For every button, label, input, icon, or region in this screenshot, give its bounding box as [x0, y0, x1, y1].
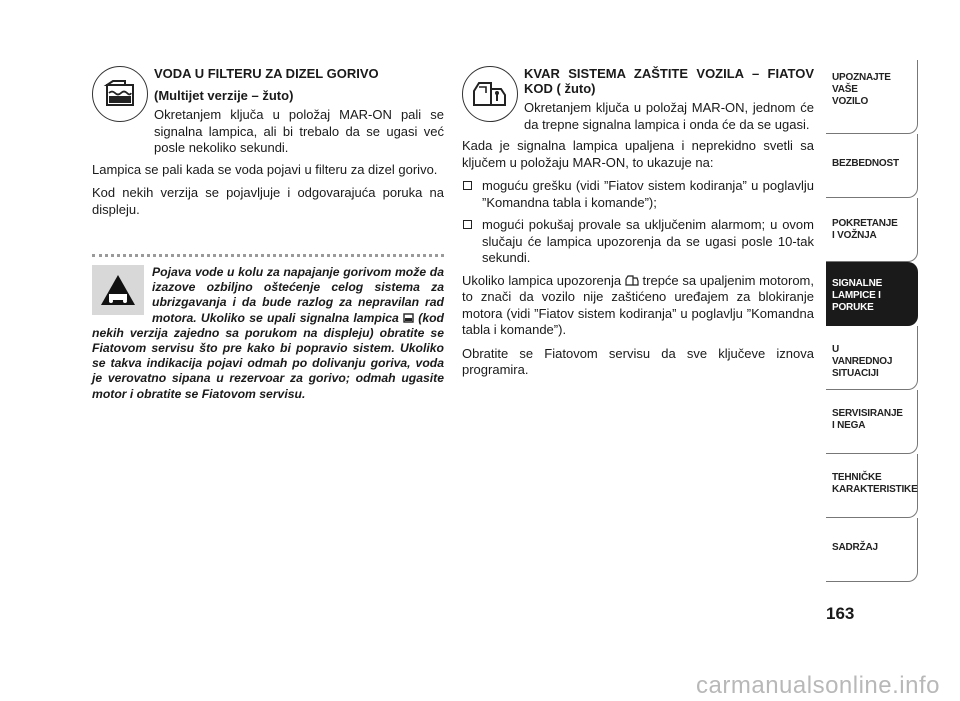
warning-triangle-icon [92, 265, 144, 315]
paragraph: Okretanjem ključa u položaj MAR-ON, jednom će da trepne signalna lampica i onda će da se ugasi. [524, 100, 814, 132]
tab-label: SADRŽAJ [832, 542, 878, 553]
sidebar-tab-tehnicke-karakteristike[interactable] [826, 454, 918, 518]
page-number: 163 [826, 604, 855, 623]
list-item-text: mogući pokušaj provale sa uključenim alarmom; u ovom slučaju će lampica upozorenja da se ugasi posle 10-tak sekundi. [482, 217, 814, 265]
paragraph: Obratite se Fiatovom servisu da sve ključeve iznova programira. [462, 345, 814, 377]
sidebar-tab-servisiranje-i-nega[interactable] [826, 390, 918, 454]
warning-note [92, 265, 444, 402]
tab-label: BEZBEDNOST [832, 158, 899, 169]
paragraph: Lampica se pali kada se voda pojavi u filteru za dizel gorivo. [92, 161, 438, 177]
paragraph: Okretanjem ključa u položaj MAR-ON pali se signalna lampica, ali bi trebalo da se ugasi već posle nekoliko sekundi. [154, 107, 444, 155]
chapter-sidebar [826, 60, 918, 582]
tab-label: U VANREDNOJ SITUACIJI [832, 344, 893, 379]
paragraph: trepće sa upaljenim motorom, to znači da vozilo nije zaštićeno uređajem za blokiranje motora (vidi ”Fiatov sistem kodiranja” u poglavlju ”Komandna tabla i komande”). [462, 272, 814, 337]
section-title: VODA U FILTERU ZA DIZEL GORIVO [154, 66, 379, 81]
sidebar-tab-u-vanrednoj-situaciji[interactable] [826, 326, 918, 390]
tab-label: UPOZNAJTE VAŠE VOZILO [832, 72, 891, 107]
bullet-list [462, 178, 814, 267]
paragraph: Kada je signalna lampica upaljena i neprekidno svetli sa ključem u položaju MAR-ON, to ukazuje na: [462, 138, 814, 170]
list-item [462, 178, 814, 211]
checkbox-bullet-icon [463, 220, 472, 229]
tab-label: POKRETANJE I VOŽNJA [832, 218, 898, 241]
sidebar-tab-signalne-lampice-i-poruke[interactable] [826, 262, 918, 326]
watermark: carmanualsonline.info [696, 672, 940, 699]
section-subtitle: (Multijet verzije – žuto) [154, 88, 294, 103]
tab-label: SERVISIRANJE I NEGA [832, 408, 903, 431]
list-item [462, 217, 814, 267]
vehicle-protection-section [462, 66, 814, 386]
section-title: KVAR SISTEMA ZAŠTITE VOZILA – FIATOV KOD ( žuto) [524, 66, 814, 96]
warning-text: (kod nekih verzija zajedno sa porukom na displeju) obratite se Fiatovom servisu što pre kako bi popravio sistem. Ukoliko se takva indikacija pojavi odmah po dolivanju goriva, voda je verovatno sipana u rezervoar za gorivo; odmah ugasite motor i obratite se Fiatovom servisu. [92, 310, 444, 401]
sidebar-tab-upoznajte-vase-vozilo[interactable] [826, 60, 918, 134]
paragraph: Ukoliko lampica upozorenja [462, 272, 625, 288]
water-in-fuel-section [92, 66, 444, 225]
sidebar-tab-pokretanje-i-voznja[interactable] [826, 198, 918, 262]
list-item-text: moguću grešku (vidi ”Fiatov sistem kodiranja” u poglavlju ”Komandna tabla i komande”); [482, 178, 814, 210]
fuel-filter-water-icon [403, 311, 414, 325]
car-key-fiat-code-icon [625, 273, 639, 288]
checkbox-bullet-icon [463, 181, 472, 190]
sidebar-tab-bezbednost[interactable] [826, 134, 918, 198]
tab-label: SIGNALNE LAMPICE I PORUKE [832, 278, 883, 313]
warning-text: Pojava vode u kolu za napajanje gorivom može da izazove ozbiljno oštećenje celog sistema za ubrizgavanja i da bude razlog za nepravilan rad motora. Ukoliko se upali signalna lampica [152, 265, 444, 325]
sidebar-tab-sadrzaj[interactable] [826, 518, 918, 582]
paragraph: Kod nekih verzija se pojavljuje i odgovarajuća poruka na displeju. [92, 185, 444, 217]
dotted-separator [92, 254, 444, 257]
tab-label: TEHNIČKE KARAKTERISTIKE [832, 472, 918, 495]
